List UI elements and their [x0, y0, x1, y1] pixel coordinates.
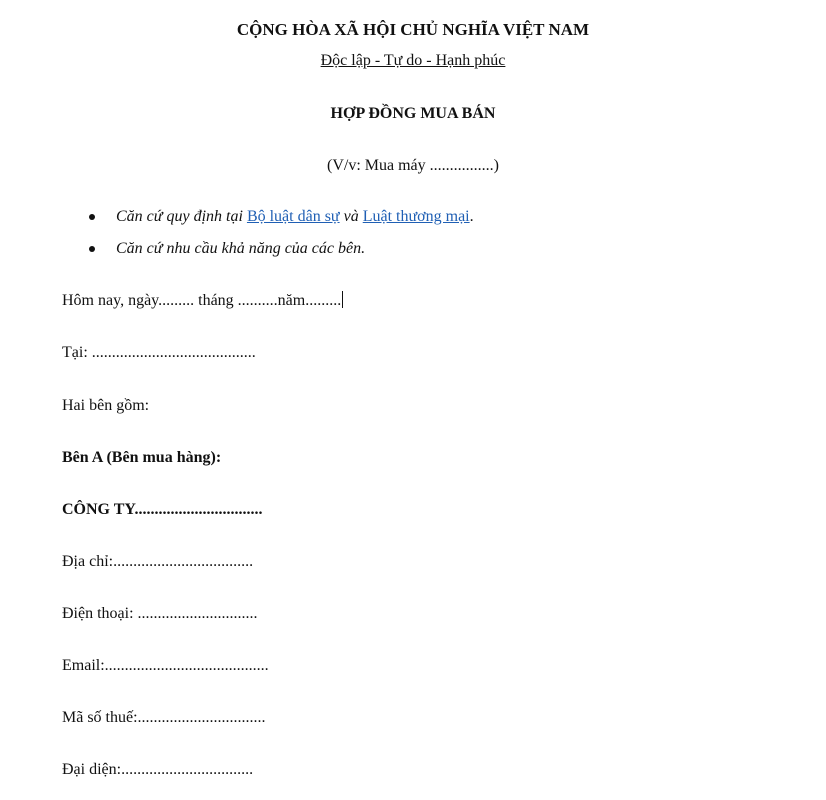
- contract-title: HỢP ĐỒNG MUA BÁN: [330, 105, 496, 122]
- company-line: CÔNG TY................................: [62, 501, 263, 518]
- national-title: CỘNG HÒA XÃ HỘI CHỦ NGHĨA VIỆT NAM: [236, 20, 590, 39]
- motto-wrapper: [0, 51, 826, 71]
- date-line-text: Hôm nay, ngày......... tháng ..........năm.........: [62, 292, 342, 309]
- date-line[interactable]: [62, 291, 343, 311]
- basis-suffix: .: [469, 208, 474, 225]
- national-motto: Độc lập - Tự do - Hạnh phúc: [320, 52, 506, 69]
- basis-middle: và: [339, 208, 363, 225]
- tax-code-line: Mã số thuế:................................: [62, 709, 266, 726]
- address-line: Địa chỉ:...................................: [62, 553, 254, 570]
- representative-line: Đại diện:.................................: [62, 761, 254, 778]
- basis-item-legal: [116, 207, 474, 227]
- parties-intro: Hai bên gồm:: [62, 397, 150, 414]
- phone-line: Điện thoại: ..............................: [62, 605, 258, 622]
- email-line: Email:.........................................: [62, 657, 269, 674]
- basis-item-needs: Căn cứ nhu cầu khả năng của các bên.: [116, 240, 366, 257]
- bullet-icon: [89, 246, 95, 252]
- bullet-icon: [89, 214, 95, 220]
- basis-prefix: Căn cứ quy định tại: [116, 208, 247, 225]
- contract-subject: (V/v: Mua máy ................): [327, 157, 499, 174]
- party-a-heading: Bên A (Bên mua hàng):: [62, 449, 222, 466]
- commercial-law-link[interactable]: Luật thương mại: [362, 208, 470, 225]
- place-line: Tại: .........................................: [62, 344, 256, 361]
- text-cursor: [342, 291, 343, 308]
- civil-code-link[interactable]: Bộ luật dân sự: [246, 208, 340, 225]
